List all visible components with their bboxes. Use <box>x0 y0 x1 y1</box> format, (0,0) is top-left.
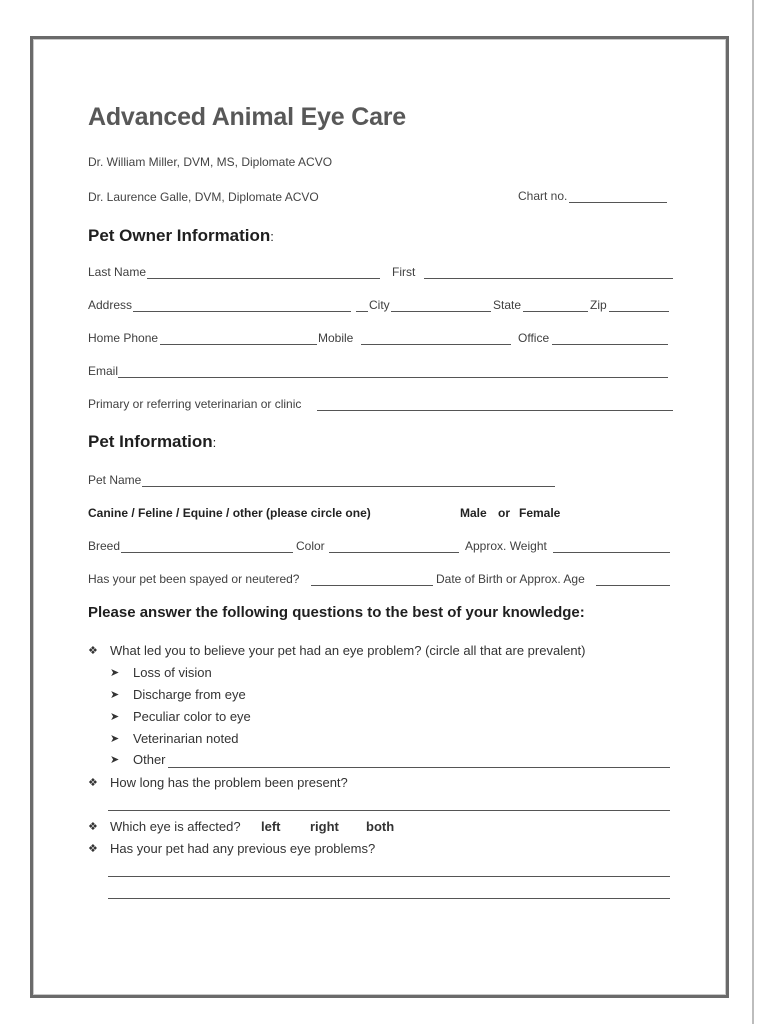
diamond-bullet-icon: ❖ <box>88 644 98 657</box>
duration-field[interactable] <box>108 810 670 811</box>
zip-label: Zip <box>590 298 607 312</box>
question-1: What led you to believe your pet had an eye problem? (circle all that are prevalent) <box>110 643 586 658</box>
arrow-bullet-icon: ➤ <box>110 688 120 701</box>
option-discharge[interactable]: Discharge from eye <box>133 687 246 702</box>
previous-problems-field-1[interactable] <box>108 876 670 877</box>
city-field[interactable] <box>391 311 491 312</box>
arrow-bullet-icon: ➤ <box>110 710 120 723</box>
diamond-bullet-icon: ❖ <box>88 776 98 789</box>
chart-no-label: Chart no. <box>518 189 568 203</box>
pet-name-label: Pet Name <box>88 473 142 487</box>
vet-field[interactable] <box>317 410 673 411</box>
email-label: Email <box>88 364 119 378</box>
eye-both[interactable]: both <box>366 819 395 834</box>
previous-problems-field-2[interactable] <box>108 898 670 899</box>
chart-no-field[interactable] <box>569 202 667 203</box>
arrow-bullet-icon: ➤ <box>110 732 120 745</box>
doctor-1: Dr. William Miller, DVM, MS, Diplomate ACVO <box>88 155 333 169</box>
mobile-label: Mobile <box>318 331 354 345</box>
other-field[interactable] <box>168 767 670 768</box>
office-label: Office <box>518 331 550 345</box>
species-options[interactable]: Canine / Feline / Equine / other (please circle one) <box>88 506 371 520</box>
breed-label: Breed <box>88 539 121 553</box>
spayed-field[interactable] <box>311 585 433 586</box>
color-label: Color <box>296 539 325 553</box>
mobile-field[interactable] <box>361 344 511 345</box>
state-field[interactable] <box>523 311 588 312</box>
question-3: Which eye is affected? <box>110 819 241 834</box>
last-name-field[interactable] <box>147 278 380 279</box>
spayed-label: Has your pet been spayed or neutered? <box>88 572 300 586</box>
arrow-bullet-icon: ➤ <box>110 666 120 679</box>
arrow-bullet-icon: ➤ <box>110 753 120 766</box>
sex-female[interactable]: Female <box>519 506 561 520</box>
sex-male[interactable]: Male <box>460 506 487 520</box>
option-loss-of-vision[interactable]: Loss of vision <box>133 665 212 680</box>
address-label: Address <box>88 298 133 312</box>
weight-label: Approx. Weight <box>465 539 547 553</box>
city-pre-line <box>356 311 368 312</box>
dob-field[interactable] <box>596 585 670 586</box>
question-2: How long has the problem been present? <box>110 775 348 790</box>
state-label: State <box>493 298 522 312</box>
eye-right[interactable]: right <box>310 819 339 834</box>
dob-label: Date of Birth or Approx. Age <box>436 572 585 586</box>
breed-field[interactable] <box>121 552 293 553</box>
last-name-label: Last Name <box>88 265 147 279</box>
owner-section-heading: Pet Owner Information: <box>88 226 274 245</box>
diamond-bullet-icon: ❖ <box>88 820 98 833</box>
home-phone-field[interactable] <box>160 344 317 345</box>
questions-heading: Please answer the following questions to the best of your knowledge: <box>88 604 585 621</box>
first-name-field[interactable] <box>424 278 673 279</box>
vet-label: Primary or referring veterinarian or clinic <box>88 397 302 411</box>
weight-field[interactable] <box>553 552 670 553</box>
zip-field[interactable] <box>609 311 669 312</box>
eye-left[interactable]: left <box>261 819 281 834</box>
color-field[interactable] <box>329 552 459 553</box>
option-vet-noted[interactable]: Veterinarian noted <box>133 731 239 746</box>
option-peculiar-color[interactable]: Peculiar color to eye <box>133 709 251 724</box>
home-phone-label: Home Phone <box>88 331 159 345</box>
office-field[interactable] <box>552 344 668 345</box>
doctor-2: Dr. Laurence Galle, DVM, Diplomate ACVO <box>88 190 319 204</box>
diamond-bullet-icon: ❖ <box>88 842 98 855</box>
pet-name-field[interactable] <box>142 486 555 487</box>
sex-or: or <box>498 506 510 520</box>
city-label: City <box>369 298 390 312</box>
email-field[interactable] <box>118 377 668 378</box>
pet-section-heading: Pet Information: <box>88 432 217 451</box>
page-title: Advanced Animal Eye Care <box>88 103 407 131</box>
question-4: Has your pet had any previous eye problems? <box>110 841 376 856</box>
first-name-label: First <box>392 265 416 279</box>
option-other[interactable]: Other <box>133 752 166 767</box>
page-edge-line <box>752 0 754 1024</box>
address-field[interactable] <box>133 311 351 312</box>
